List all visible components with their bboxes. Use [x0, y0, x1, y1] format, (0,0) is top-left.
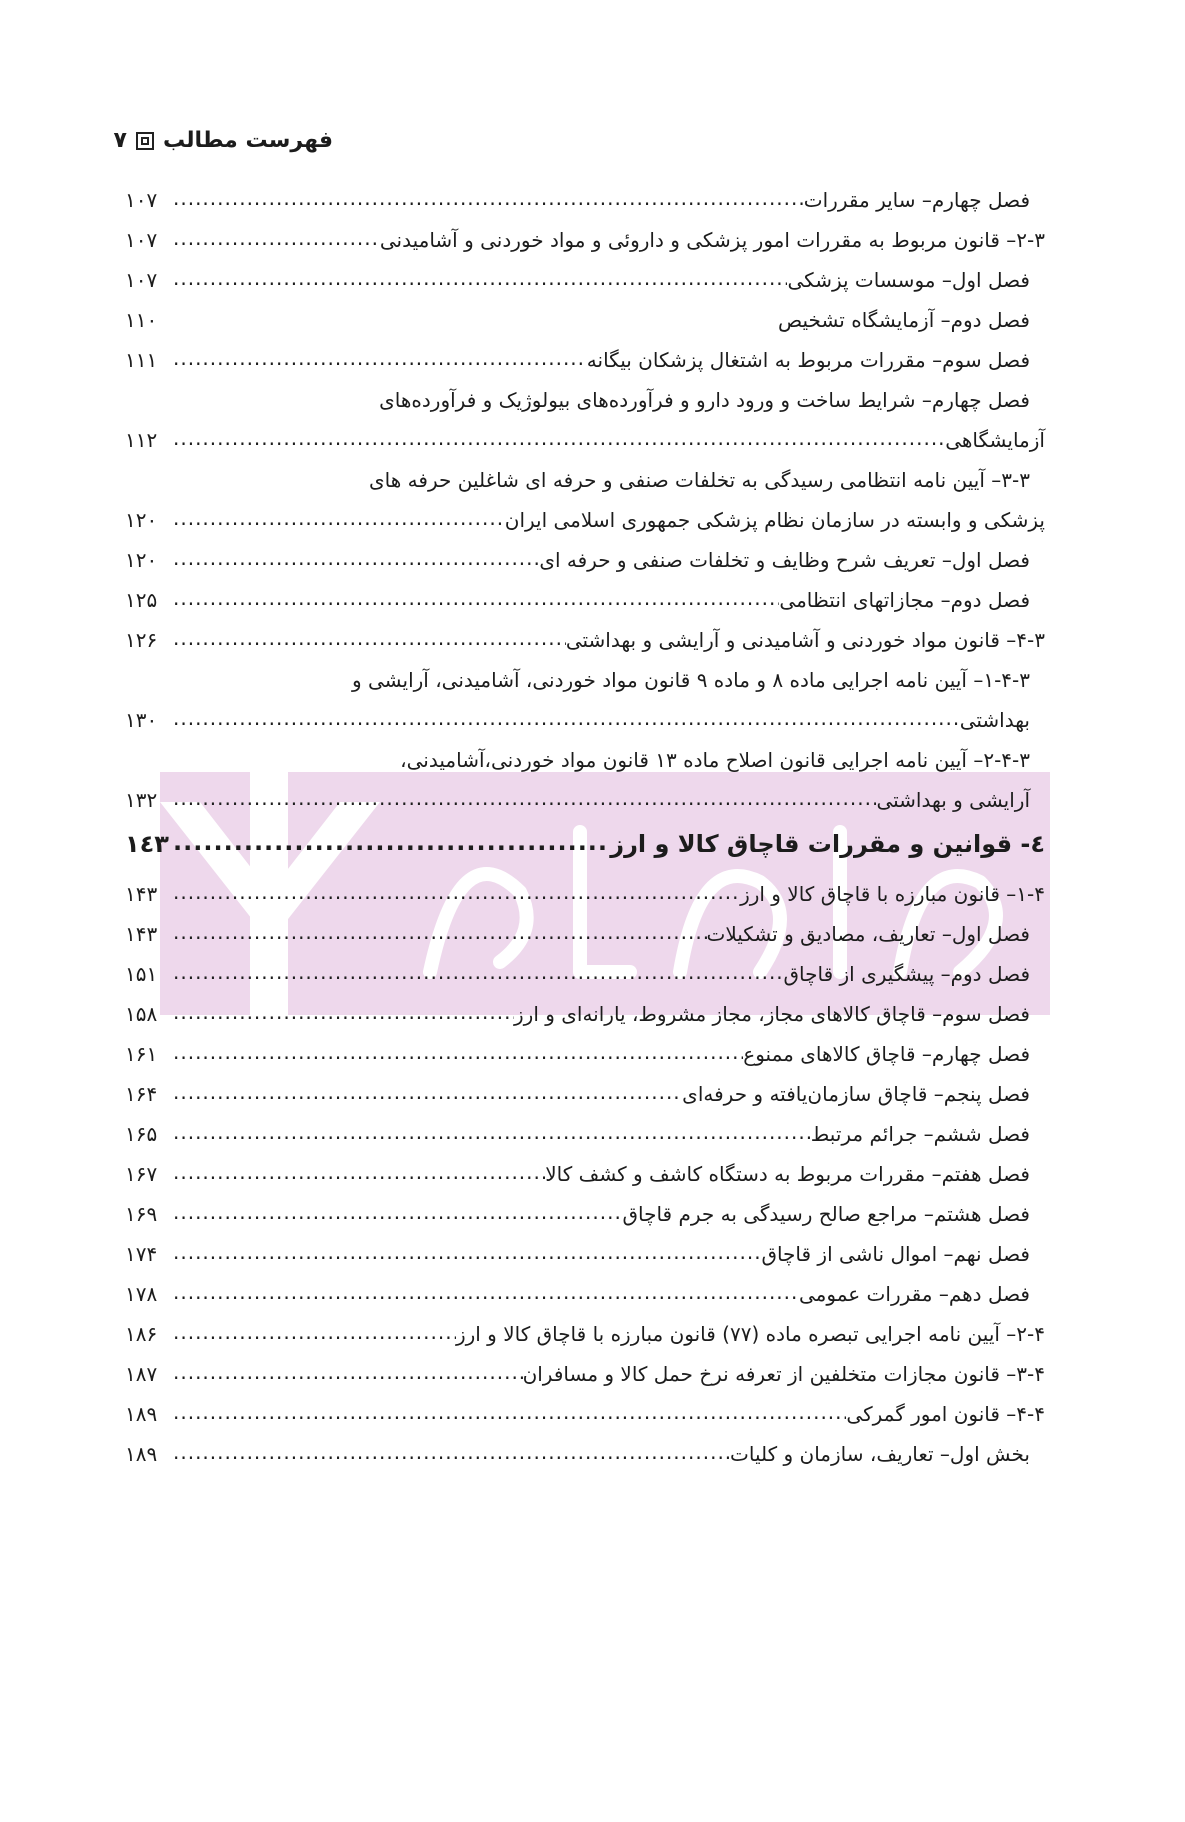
- leader-dots: [173, 1400, 846, 1426]
- toc-entry-page: ۱۰۷: [125, 268, 158, 292]
- toc-entry-page: ۱۲۶: [125, 628, 158, 652]
- toc-entry: [125, 414, 1045, 452]
- toc-entry: [125, 1268, 1030, 1306]
- toc-entry-title: ۳-۳– آیین نامه انتظامی رسیدگی به تخلفات صنفی و حرفه ای شاغلین حرفه های: [369, 468, 1030, 492]
- toc-entry-page: ۱۷۸: [125, 1282, 158, 1306]
- toc-entry-title: فصل نهم– اموال ناشی از قاچاق: [761, 1242, 1030, 1266]
- leader-dots: [173, 1120, 811, 1146]
- toc-entry-title: فصل ششم– جرائم مرتبط: [810, 1122, 1030, 1146]
- toc-entry-title: بخش اول– تعاریف، سازمان و کلیات: [730, 1442, 1030, 1466]
- toc-entry: [125, 1108, 1030, 1146]
- toc-entry-title: بهداشتی: [959, 708, 1030, 732]
- toc-entry-page: ۱٤۳: [125, 830, 169, 858]
- toc-entry-page: ۱۶۴: [125, 1082, 158, 1106]
- toc-entry: [125, 734, 1030, 772]
- toc-entry: [125, 174, 1030, 212]
- toc-entry: [125, 868, 1045, 906]
- toc-entry: [125, 1228, 1030, 1266]
- leader-dots: [173, 626, 566, 652]
- toc-entry: [125, 334, 1030, 372]
- toc-entry-title: ٤- قوانین و مقررات قاچاق کالا و ارز: [610, 830, 1045, 858]
- toc-entry-title: فصل چهارم– قاچاق کالاهای ممنوع: [743, 1042, 1030, 1066]
- toc-entry: [125, 574, 1030, 612]
- toc-entry-title: فصل چهارم– سایر مقررات: [803, 188, 1030, 212]
- toc-entry: [125, 1068, 1030, 1106]
- toc-entry-page: ۱۰۷: [125, 188, 158, 212]
- toc-entry: [125, 1148, 1030, 1186]
- toc-entry: [125, 948, 1030, 986]
- toc-entry-page: ۱۶۱: [125, 1042, 158, 1066]
- leader-dots: [173, 1000, 514, 1026]
- toc-entry-title: ۴-۳– قانون مواد خوردنی و آشامیدنی و آرایشی و بهداشتی: [565, 628, 1045, 652]
- toc-entry-title: فصل پنجم– قاچاق سازمان‌یافته و حرفه‌ای: [682, 1082, 1030, 1106]
- toc-entry-title: فصل سوم– مقررات مربوط به اشتغال پزشکان بیگانه: [586, 348, 1030, 372]
- page-header: [114, 128, 334, 153]
- toc-entry-page: ۱۶۵: [125, 1122, 158, 1146]
- toc-entry: [125, 454, 1030, 492]
- book-icon: [136, 132, 154, 150]
- leader-dots: [173, 1360, 523, 1386]
- toc-entry: [125, 254, 1030, 292]
- toc-entry-page: ۱۰۷: [125, 228, 158, 252]
- toc-entry: [125, 694, 1030, 732]
- leader-dots: [173, 266, 787, 292]
- toc-entry-page: ۱۳۰: [125, 708, 158, 732]
- toc-entry-page: ۱۱۱: [125, 348, 158, 372]
- toc-entry-page: ۱۷۴: [125, 1242, 158, 1266]
- toc-entry: [125, 1028, 1030, 1066]
- toc-entry: [125, 1388, 1045, 1426]
- toc-entry: [125, 1428, 1030, 1466]
- toc-section-heading: [125, 820, 1045, 858]
- leader-dots: [173, 346, 587, 372]
- leader-dots: [173, 1160, 545, 1186]
- leader-dots: [173, 880, 740, 906]
- leader-dots: [173, 706, 960, 732]
- toc-entry-title: آرایشی و بهداشتی: [876, 788, 1030, 812]
- leader-dots: [173, 186, 804, 212]
- toc-entry: [125, 494, 1045, 532]
- toc-entry-page: ۱۴۳: [125, 922, 158, 946]
- toc-entry: [125, 774, 1030, 812]
- leader-dots: [173, 546, 539, 572]
- toc-entry-page: ۱۱۰: [125, 308, 158, 332]
- toc-entry-title: آزمایشگاهی: [945, 428, 1045, 452]
- leader-dots: [173, 1280, 799, 1306]
- toc-entry: [125, 1308, 1045, 1346]
- toc-entry-title: ۱-۴– قانون مبارزه با قاچاق کالا و ارز: [740, 882, 1045, 906]
- header-title: فهرست مطالب: [162, 128, 333, 153]
- leader-dots: [173, 1320, 456, 1346]
- toc-entry: [125, 654, 1030, 692]
- toc-entry-title: فصل چهارم– شرایط ساخت و ورود دارو و فرآورده‌های بیولوژیک و فرآورده‌های: [379, 388, 1030, 412]
- leader-dots: [173, 1240, 761, 1266]
- toc-entry-title: فصل اول– تعاریف، مصادیق و تشکیلات: [706, 922, 1030, 946]
- toc-entry: [125, 908, 1030, 946]
- toc-entry-page: ۱۵۸: [125, 1002, 158, 1026]
- toc-entry-title: ۳-۴– قانون مجازات متخلفین از تعرفه نرخ حمل کالا و مسافران: [522, 1362, 1045, 1386]
- toc-entry: [125, 294, 1030, 332]
- leader-dots: [173, 1440, 730, 1466]
- toc-entry: [125, 1348, 1045, 1386]
- toc-entry-title: فصل دهم– مقررات عمومی: [798, 1282, 1030, 1306]
- toc-entry-title: ۱-۴-۳– آیین نامه اجرایی ماده ۸ و ماده ۹ قانون مواد خوردنی، آشامیدنی، آرایشی و: [351, 668, 1030, 692]
- toc-entry: [125, 988, 1030, 1026]
- leader-dots: [173, 1200, 622, 1226]
- toc-entry-title: ۴-۴– قانون امور گمرکی: [846, 1402, 1045, 1426]
- toc-entry: [125, 374, 1030, 412]
- toc-entry-title: فصل هفتم– مقررات مربوط به دستگاه کاشف و کشف کالا: [545, 1162, 1030, 1186]
- leader-dots: [173, 1040, 743, 1066]
- toc-entry-title: فصل اول– موسسات پزشکی: [787, 268, 1030, 292]
- toc-entry-title: پزشکی و وابسته در سازمان نظام پزشکی جمهوری اسلامی ایران: [504, 508, 1045, 532]
- leader-dots: [173, 1080, 682, 1106]
- toc-entry-page: ۱۴۳: [125, 882, 158, 906]
- leader-dots: [173, 226, 380, 252]
- toc-entry-page: ۱۸۹: [125, 1442, 158, 1466]
- toc-entry-page: ۱۱۲: [125, 428, 158, 452]
- toc-entry-page: ۱۶۹: [125, 1202, 158, 1226]
- toc-entry: [125, 614, 1045, 652]
- leader-dots: [173, 426, 945, 452]
- toc-entry-page: ۱۸۹: [125, 1402, 158, 1426]
- toc-entry-page: ۱۶۷: [125, 1162, 158, 1186]
- toc-entry-title: فصل هشتم– مراجع صالح رسیدگی به جرم قاچاق: [622, 1202, 1030, 1226]
- toc-entry-title: فصل اول– تعریف شرح وظایف و تخلفات صنفی و حرفه ای: [539, 548, 1030, 572]
- toc-entry-page: ۱۲۵: [125, 588, 158, 612]
- leader-dots: [173, 586, 779, 612]
- toc-entry-title: فصل دوم– پیشگیری از قاچاق: [783, 962, 1030, 986]
- header-page-number: ۷: [113, 128, 127, 153]
- toc-entry-page: ۱۸۶: [125, 1322, 158, 1346]
- toc-entry-page: ۱۵۱: [125, 962, 158, 986]
- toc-entry: [125, 1188, 1030, 1226]
- toc-entry-title: فصل سوم– قاچاق کالاهای مجاز، مجاز مشروط، یارانه‌ای و ارز: [514, 1002, 1030, 1026]
- toc-entry-title: ۲-۴-۳– آیین نامه اجرایی قانون اصلاح ماده ۱۳ قانون مواد خوردنی،آشامیدنی،: [400, 748, 1030, 772]
- toc-entry-page: ۱۲۰: [125, 508, 158, 532]
- leader-dots: [173, 506, 505, 532]
- toc-entry-page: ۱۲۰: [125, 548, 158, 572]
- leader-dots: [173, 786, 876, 812]
- toc-entry-page: ۱۸۷: [125, 1362, 158, 1386]
- toc-entry: [125, 214, 1045, 252]
- toc-entry-title: فصل دوم– آزمایشگاه تشخیص: [778, 308, 1030, 332]
- leader-dots: [173, 960, 784, 986]
- toc-entry-title: ۲-۳– قانون مربوط به مقررات امور پزشکی و داروئی و مواد خوردنی و آشامیدنی: [379, 228, 1045, 252]
- leader-dots: [173, 920, 707, 946]
- leader-dots: [173, 828, 610, 858]
- toc-entry-title: فصل دوم– مجازاتهای انتظامی: [779, 588, 1030, 612]
- toc-entry: [125, 534, 1030, 572]
- toc-entry-page: ۱۳۲: [125, 788, 158, 812]
- toc-entry-title: ۲-۴– آیین نامه اجرایی تبصره ماده (۷۷) قانون مبارزه با قاچاق کالا و ارز: [455, 1322, 1045, 1346]
